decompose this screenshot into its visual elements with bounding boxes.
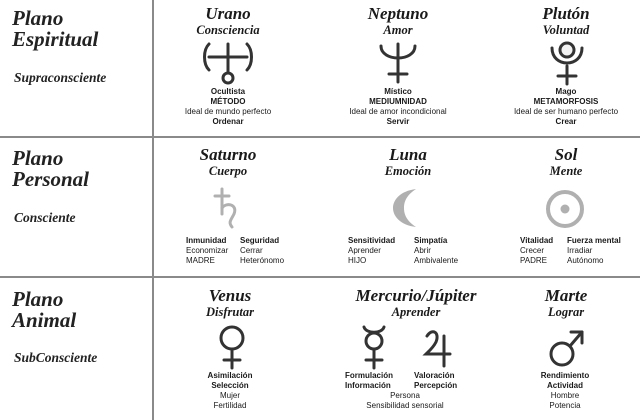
divider-column (152, 0, 154, 420)
jupiter-icon (422, 326, 454, 368)
saturno-details-right: Seguridad Cerrar Heterónomo (240, 236, 285, 265)
planet-name-pluton: Plutón (542, 4, 590, 23)
planet-trait-sol: Mente (549, 164, 583, 178)
row-subtitle-animal: SubConsciente (14, 350, 98, 365)
sol-details-right: Fuerza mental Irradiar Autónomo (567, 236, 621, 265)
divider-row-2 (0, 276, 640, 278)
planet-name-neptuno: Neptuno (367, 4, 429, 23)
venus-details: Asimilación Selección Mujer Fertilidad (207, 371, 253, 410)
jupiter-details-right: Valoración Percepción (414, 371, 458, 390)
moon-icon (388, 186, 428, 230)
planet-trait-marte: Lograr (547, 305, 585, 319)
sol-details-left: Vitalidad Crecer PADRE (520, 236, 554, 265)
pluto-icon (544, 38, 590, 86)
row-subtitle-spiritual: Supraconsciente (14, 70, 107, 85)
neptuno-details: Místico MEDIUMNIDAD Ideal de amor incondicional Servir (349, 87, 447, 126)
saturno-details-left: Inmunidad Economizar MADRE (186, 236, 229, 265)
planet-name-urano: Urano (205, 4, 251, 23)
row-title-animal: Plano Animal (12, 287, 77, 332)
planet-trait-mercurio-jupiter: Aprender (391, 305, 441, 319)
planet-name-venus: Venus (208, 286, 252, 305)
neptune-icon (375, 40, 421, 86)
row-title-personal: Plano Personal (12, 146, 90, 191)
luna-details-right: Simpatía Abrir Ambivalente (414, 236, 459, 265)
planet-name-mercurio-jupiter: Mercurio/Júpiter (355, 286, 477, 305)
planet-trait-neptuno: Amor (383, 23, 413, 37)
uranus-icon (199, 40, 257, 86)
mars-icon (547, 326, 587, 370)
planet-name-saturno: Saturno (199, 145, 257, 164)
pluton-details: Mago METAMORFOSIS Ideal de ser humano perfecto Crear (513, 87, 619, 126)
marte-details: Rendimiento Actividad Hombre Potencia (540, 371, 590, 410)
urano-details: Ocultista MÉTODO Ideal de mundo perfecto Ordenar (184, 87, 272, 126)
sun-icon (543, 187, 587, 231)
planet-name-luna: Luna (389, 145, 427, 164)
venus-icon (214, 324, 250, 370)
row-title-spiritual: Plano Espiritual (12, 6, 99, 51)
luna-details-left: Sensitividad Aprender HIJO (348, 236, 396, 265)
planet-trait-urano: Consciencia (196, 23, 260, 37)
planet-name-marte: Marte (544, 286, 588, 305)
mercurio-jupiter-details-bottom: Persona Sensibilidad sensorial (366, 391, 444, 410)
planet-trait-saturno: Cuerpo (208, 164, 248, 178)
planet-trait-luna: Emoción (384, 164, 432, 178)
mercurio-details-left: Formulación Información (345, 371, 394, 390)
row-subtitle-personal: Consciente (14, 210, 76, 225)
planet-name-sol: Sol (554, 145, 578, 164)
saturn-icon (210, 186, 246, 230)
planet-trait-venus: Disfrutar (206, 305, 254, 319)
divider-row-1 (0, 136, 640, 138)
planet-trait-pluton: Voluntad (542, 23, 590, 37)
mercury-icon (355, 324, 393, 370)
